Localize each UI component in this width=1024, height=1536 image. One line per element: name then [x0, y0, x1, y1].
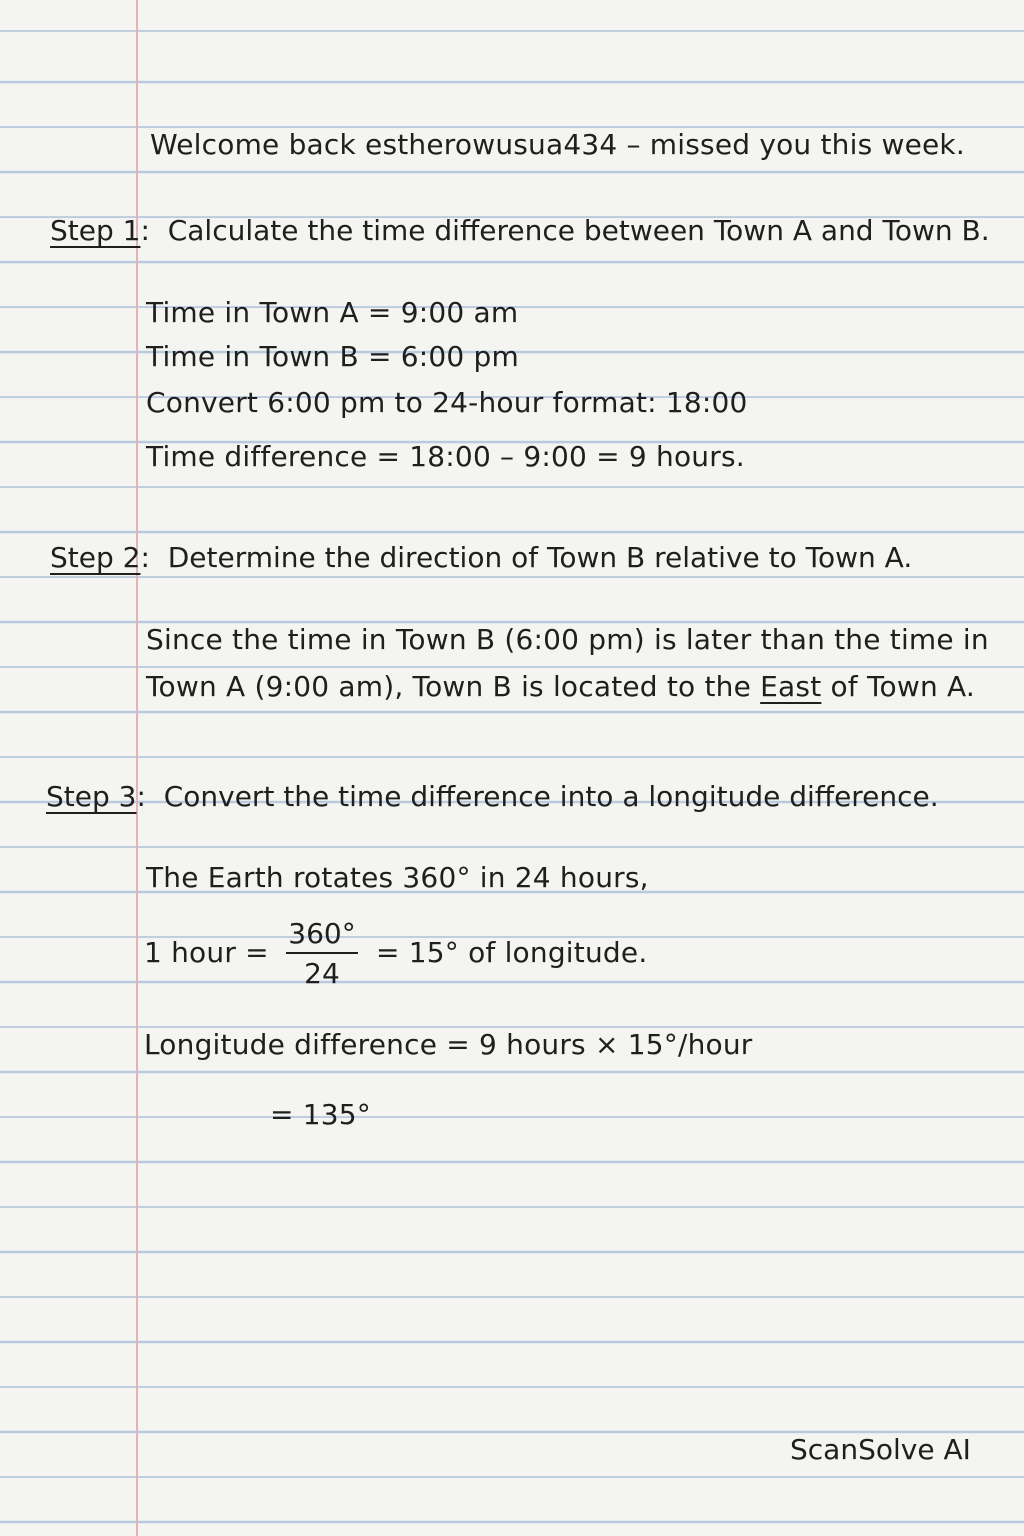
step-2-line-2-after: of Town A.	[821, 670, 975, 703]
step-3-title: Convert the time difference into a longitude difference.	[163, 780, 939, 813]
step-1-line-2: Time in Town B = 6:00 pm	[146, 340, 519, 373]
step-2-label: Step 2	[50, 541, 141, 574]
fraction-bar	[286, 952, 358, 954]
one-hour-lhs: 1 hour =	[144, 936, 269, 969]
step-2-title: Determine the direction of Town B relative to Town A.	[167, 541, 913, 574]
step-1-title: Calculate the time difference between Town A and Town B.	[167, 214, 990, 247]
step-2-line-1: Since the time in Town B (6:00 pm) is later than the time in	[146, 623, 989, 656]
step-3-line-3: Longitude difference = 9 hours × 15°/hour	[144, 1028, 753, 1061]
step-2-line-2	[146, 670, 975, 704]
step-3-colon: :	[136, 780, 164, 813]
step-1-heading	[50, 214, 990, 248]
brand-signature: ScanSolve AI	[790, 1433, 971, 1466]
step-2-colon: :	[140, 541, 168, 574]
step-3-result: = 135°	[270, 1098, 372, 1131]
step-3-line-1: The Earth rotates 360° in 24 hours,	[146, 861, 649, 894]
step-2-line-2-before: Town A (9:00 am), Town B is located to the	[146, 670, 761, 703]
step-2-heading	[50, 541, 912, 575]
step-1-label: Step 1	[50, 214, 141, 247]
step-3-label: Step 3	[46, 780, 137, 813]
one-hour-rhs: = 15° of longitude.	[376, 936, 648, 969]
step-1-line-4: Time difference = 18:00 – 9:00 = 9 hours.	[146, 440, 745, 473]
fraction-denominator: 24	[304, 957, 340, 990]
degree-fraction	[286, 918, 358, 990]
fraction-numerator: 360°	[288, 917, 356, 950]
step-3-heading	[46, 780, 939, 814]
step-1-line-1: Time in Town A = 9:00 am	[146, 296, 519, 329]
step-1-line-3: Convert 6:00 pm to 24-hour format: 18:00	[146, 386, 748, 419]
direction-east: East	[760, 670, 822, 703]
step-1-colon: :	[140, 214, 168, 247]
greeting: Welcome back estherowusua434 – missed you this week.	[150, 128, 965, 161]
